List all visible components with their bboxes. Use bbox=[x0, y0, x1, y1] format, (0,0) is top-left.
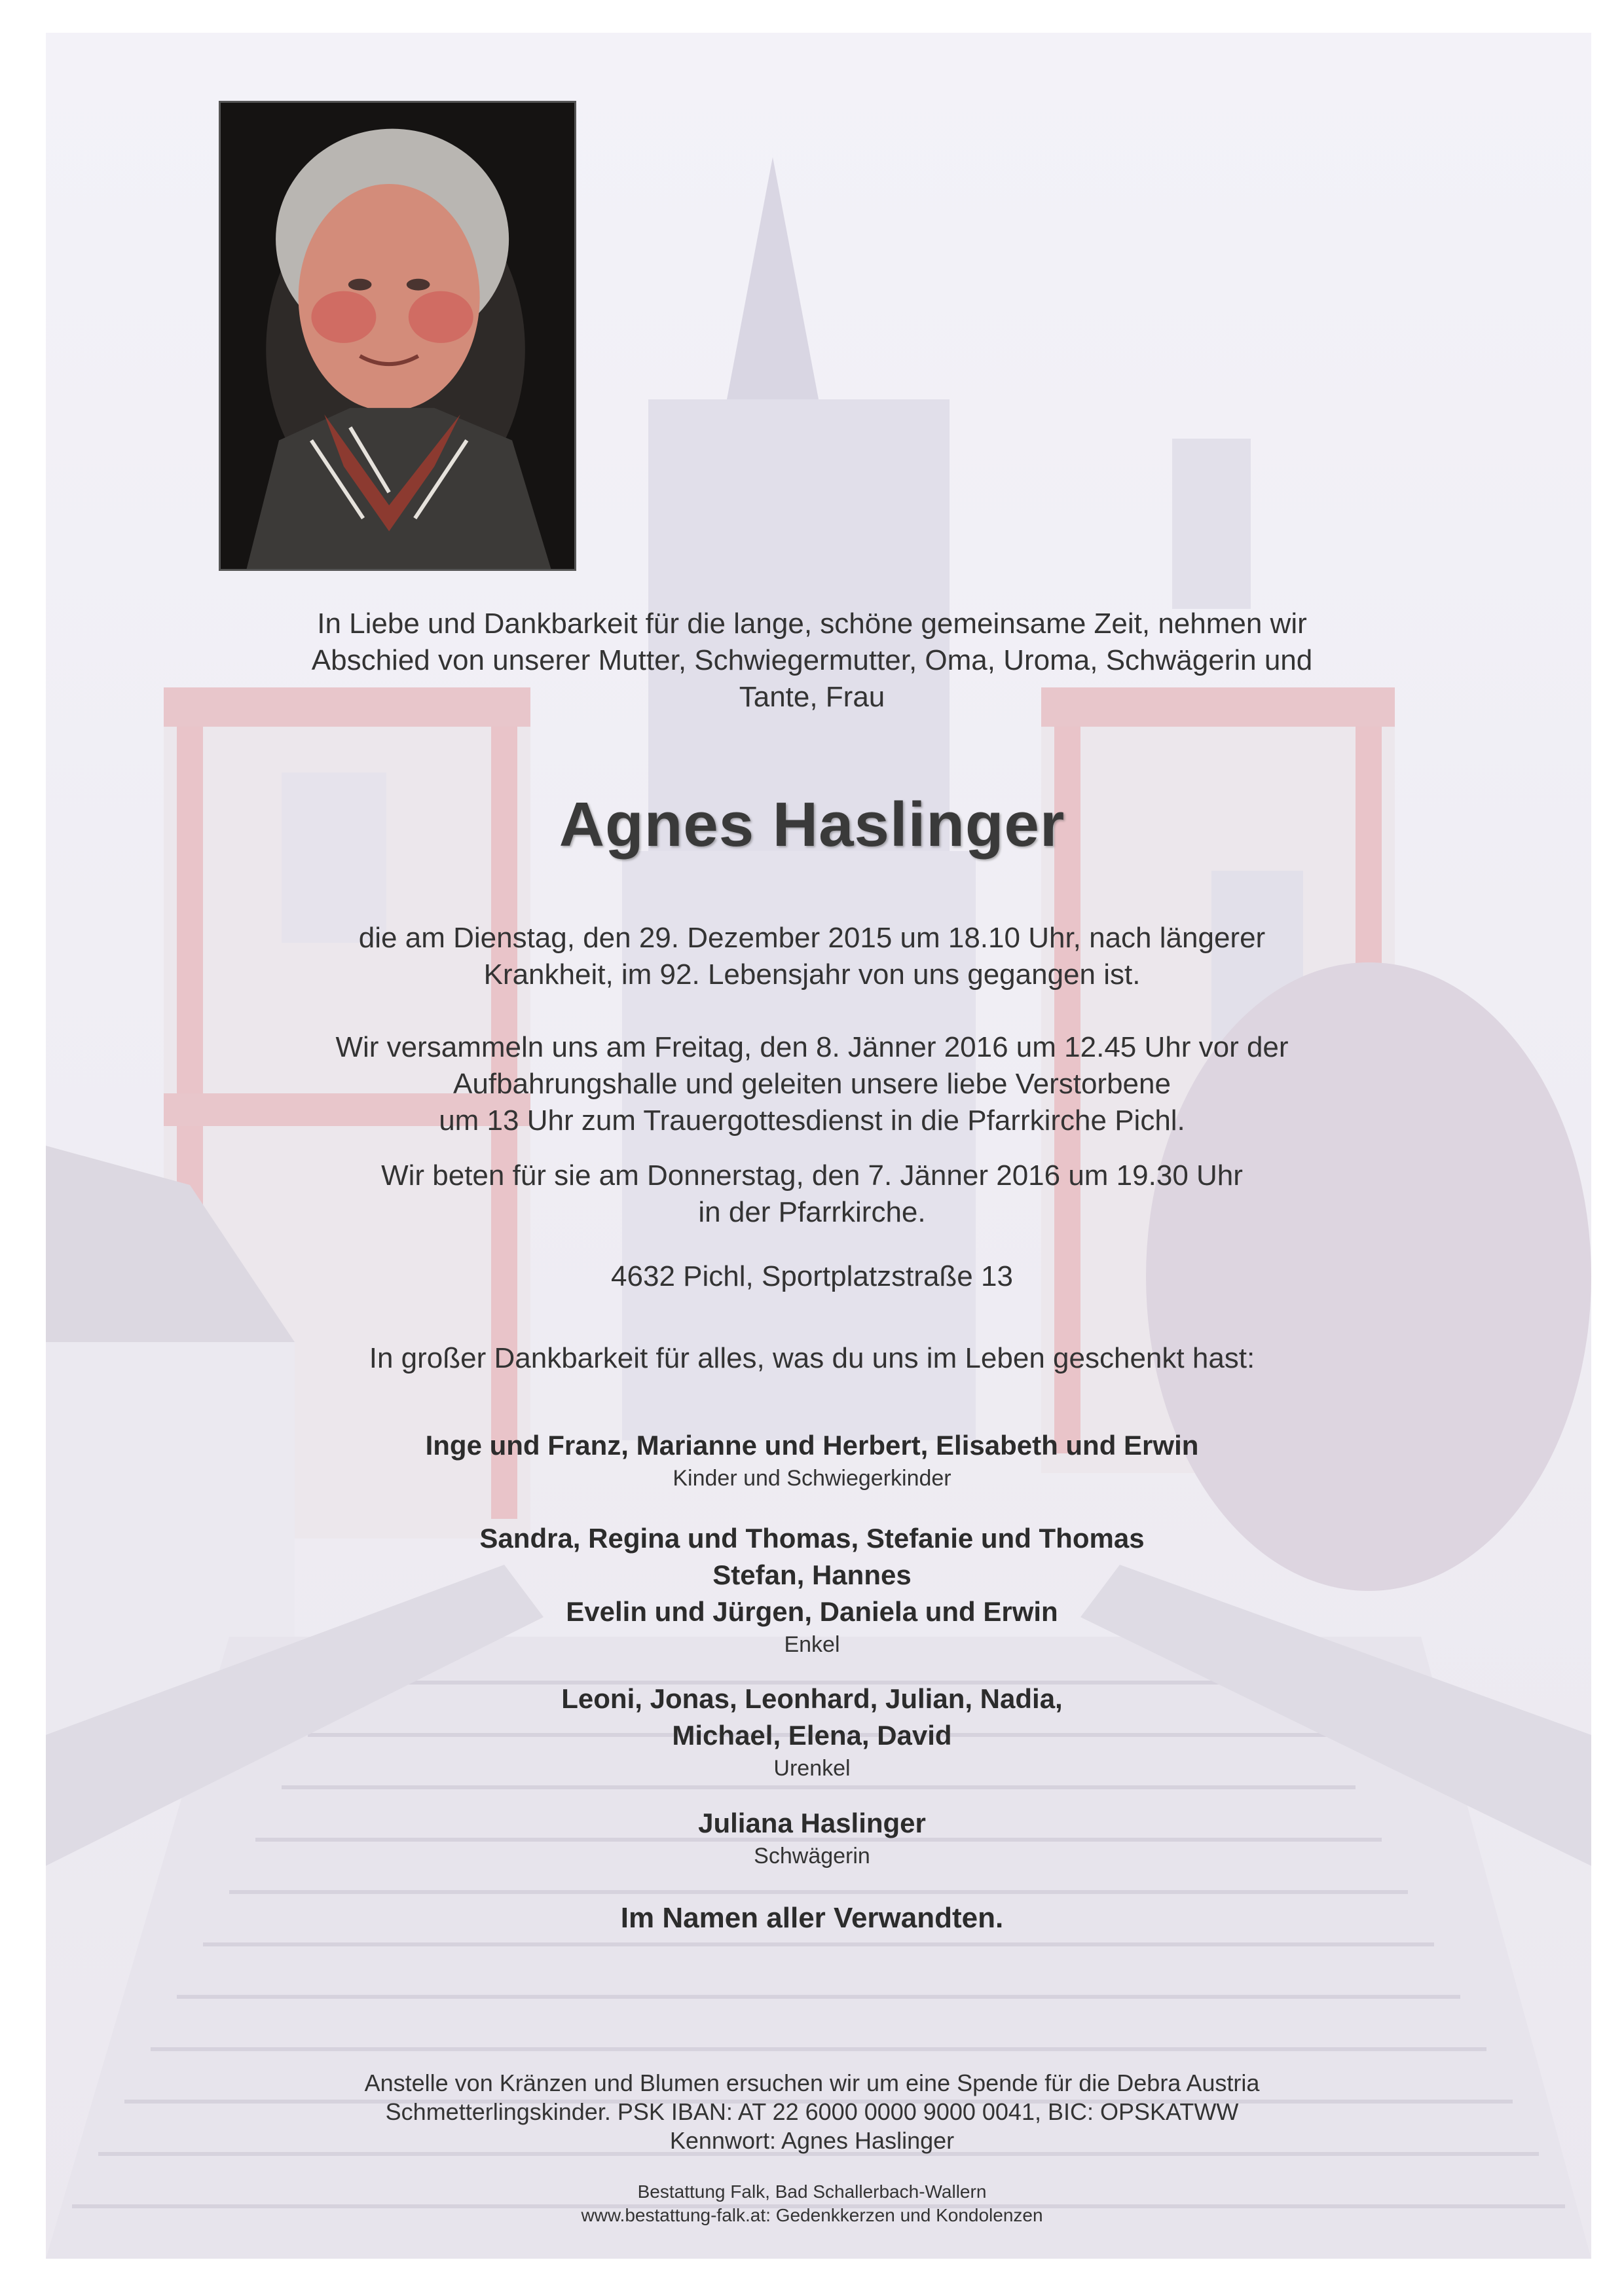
thanks-line: In großer Dankbarkeit für alles, was du uns im Leben geschenkt hast: bbox=[369, 1342, 1255, 1374]
donation-line: Kennwort: Agnes Haslinger bbox=[669, 2127, 955, 2154]
prayer-info-line: in der Pfarrkirche. bbox=[698, 1196, 926, 1228]
mourner-role: Enkel bbox=[784, 1632, 840, 1657]
donation-line: Schmetterlingskinder. PSK IBAN: AT 22 6000 0000 9000 0041, BIC: OPSKATWW bbox=[385, 2098, 1239, 2125]
mourner-group-great-grandchildren bbox=[0, 1681, 1624, 1783]
mourner-role: Urenkel bbox=[773, 1756, 851, 1781]
prayer-info bbox=[0, 1157, 1624, 1231]
deceased-name: Agnes Haslinger bbox=[559, 790, 1065, 860]
death-notice bbox=[0, 920, 1624, 993]
intro-line: Abschied von unserer Mutter, Schwiegermutter, Oma, Uroma, Schwägerin und bbox=[311, 644, 1313, 676]
funeral-info bbox=[0, 1029, 1624, 1139]
death-notice-line: die am Dienstag, den 29. Dezember 2015 um 18.10 Uhr, nach längerer bbox=[358, 922, 1266, 954]
mourner-group-sister-in-law bbox=[0, 1805, 1624, 1870]
mourner-role: Schwägerin bbox=[754, 1844, 870, 1868]
intro-line: In Liebe und Dankbarkeit für die lange, schöne gemeinsame Zeit, nehmen wir bbox=[317, 608, 1307, 640]
prayer-info-line: Wir beten für sie am Donnerstag, den 7. Jänner 2016 um 19.30 Uhr bbox=[381, 1159, 1243, 1192]
mourner-names: Sandra, Regina und Thomas, Stefanie und Thomas bbox=[479, 1523, 1145, 1554]
mourner-group-grandchildren bbox=[0, 1520, 1624, 1659]
mourner-names: Stefan, Hannes bbox=[712, 1559, 912, 1590]
mourner-group-children bbox=[0, 1427, 1624, 1493]
donation-line: Anstelle von Kränzen und Blumen ersuchen wir um eine Spende für die Debra Austria bbox=[364, 2069, 1260, 2096]
address: 4632 Pichl, Sportplatzstraße 13 bbox=[611, 1260, 1013, 1292]
mourner-role: Kinder und Schwiegerkinder bbox=[673, 1466, 951, 1491]
funeral-info-line: Aufbahrungshalle und geleiten unsere liebe Verstorbene bbox=[453, 1068, 1171, 1100]
portrait-photo bbox=[219, 101, 576, 571]
funeral-info-line: um 13 Uhr zum Trauergottesdienst in die Pfarrkirche Pichl. bbox=[439, 1104, 1185, 1137]
mourner-names: Inge und Franz, Marianne und Herbert, Elisabeth und Erwin bbox=[425, 1430, 1199, 1461]
mourner-names: Leoni, Jonas, Leonhard, Julian, Nadia, bbox=[561, 1683, 1063, 1714]
mourner-names: Juliana Haslinger bbox=[698, 1808, 926, 1838]
death-notice-line: Krankheit, im 92. Lebensjahr von uns gegangen ist. bbox=[483, 958, 1141, 991]
intro-line: Tante, Frau bbox=[739, 681, 885, 713]
funeral-home-footer bbox=[0, 2180, 1624, 2227]
mourner-names: Evelin und Jürgen, Daniela und Erwin bbox=[566, 1596, 1058, 1627]
donation-note bbox=[0, 2069, 1624, 2155]
funeral-info-line: Wir versammeln uns am Freitag, den 8. Jänner 2016 um 12.45 Uhr vor der bbox=[335, 1031, 1289, 1063]
closing-line: Im Namen aller Verwandten. bbox=[620, 1902, 1004, 1934]
footer-line: Bestattung Falk, Bad Schallerbach-Wallern bbox=[637, 2181, 987, 2202]
footer-line: www.bestattung-falk.at: Gedenkkerzen und Kondolenzen bbox=[581, 2205, 1043, 2225]
mourner-names: Michael, Elena, David bbox=[672, 1720, 952, 1751]
intro-text bbox=[0, 606, 1624, 716]
